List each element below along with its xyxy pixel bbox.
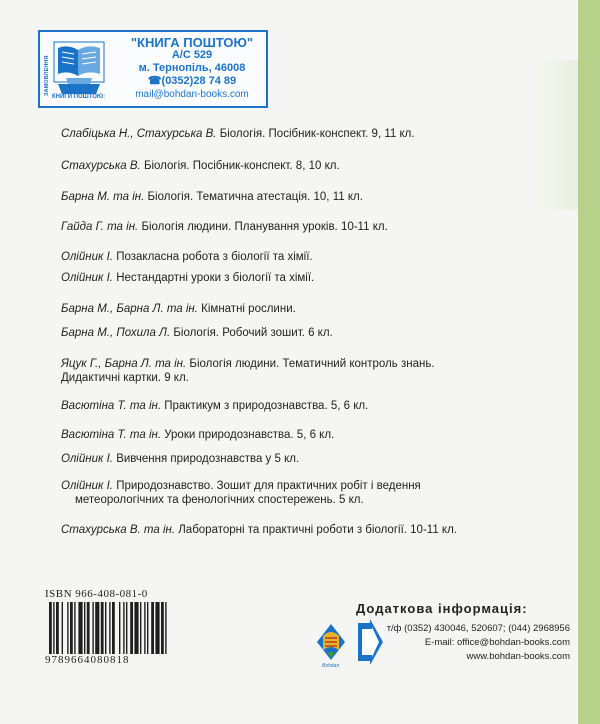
- info-email[interactable]: E-mail: office@bohdan-books.com: [424, 637, 570, 648]
- stamp-caption: КНИГИ ПОШТОЮ:: [52, 94, 106, 100]
- info-title: Додаткова інформація:: [356, 601, 528, 616]
- list-item: Олійник І. Нестандартні уроки з біології та хімії.: [61, 272, 315, 284]
- list-item: Васютіна Т. та ін. Уроки природознавства. 5, 6 кл.: [61, 429, 335, 441]
- barcode-bar: [105, 602, 106, 654]
- barcode-bar: [62, 602, 63, 654]
- info-phones: т/ф (0352) 430046, 520607; (044) 2968956: [386, 623, 570, 634]
- barcode-bar: [126, 602, 127, 654]
- books-icon: [44, 36, 106, 100]
- barcode-bar: [67, 602, 68, 654]
- barcode-bar: [130, 602, 133, 654]
- list-item: Яцук Г., Барна Л. та ін. Біологія людини. Тематичний контроль знань. Дидактичні картки. 9 кл.: [61, 358, 435, 384]
- stamp-email[interactable]: mail@bohdan-books.com: [135, 89, 249, 100]
- barcode-bar: [161, 602, 164, 654]
- isbn-number: ISBN 966-408-081-0: [45, 588, 148, 600]
- barcode-bar: [53, 602, 54, 654]
- barcode-bar: [49, 602, 52, 654]
- list-item: Стахурська В. Біологія. Посібник-конспект. 8, 10 кл.: [61, 160, 340, 172]
- barcode-bar: [155, 602, 159, 654]
- barcode-bar: [109, 602, 110, 654]
- stamp-vertical-text: ЗАМОВЛЕННЯ: [44, 55, 50, 96]
- barcode: [47, 602, 211, 654]
- barcode-bar: [140, 602, 141, 654]
- list-item: Барна М. та ін. Біологія. Тематична атестація. 10, 11 кл.: [61, 191, 363, 203]
- publisher-logo-caption: Bohdan: [322, 663, 340, 669]
- list-item: Олійник І. Вивчення природознавства у 5 кл.: [61, 453, 300, 465]
- list-item: Барна М., Похила Л. Біологія. Робочий зошит. 6 кл.: [61, 327, 333, 339]
- list-item: Барна М., Барна Л. та ін. Кімнатні рослини.: [61, 303, 296, 315]
- barcode-bar: [119, 602, 120, 654]
- barcode-bar: [78, 602, 82, 654]
- stamp-address: [122, 36, 262, 101]
- barcode-bar: [70, 602, 73, 654]
- barcode-bar: [92, 602, 93, 654]
- barcode-number: 9789664080818: [45, 654, 130, 666]
- barcode-bar: [147, 602, 148, 654]
- list-item: Гайда Г. та ін. Біологія людини. Планування уроків. 10-11 кл.: [61, 221, 388, 233]
- stamp-title: "КНИГА ПОШТОЮ": [130, 35, 254, 50]
- barcode-bar: [134, 602, 138, 654]
- barcode-bar: [165, 602, 166, 654]
- barcode-bar: [56, 602, 59, 654]
- barcode-bar: [123, 602, 124, 654]
- publisher-logo-icon: [315, 622, 347, 662]
- stamp-city: м. Тернопіль, 46008: [138, 62, 246, 74]
- green-edge-strip: [578, 0, 600, 724]
- list-item: Олійник І. Природознавство. Зошит для практичних робіт і ведення метеорологічних та фенологічних спостережень. 5 кл.: [61, 480, 421, 506]
- barcode-bar: [87, 602, 90, 654]
- info-web[interactable]: www.bohdan-books.com: [466, 651, 570, 662]
- barcode-bar: [112, 602, 115, 654]
- stamp-phone: ☎(0352)28 74 89: [147, 75, 237, 87]
- stamp-box: А/С 529: [171, 49, 213, 61]
- barcode-bar: [144, 602, 145, 654]
- barcode-bar: [74, 602, 75, 654]
- list-item: Слабіцька Н., Стахурська В. Біологія. Посібник-конспект. 9, 11 кл.: [61, 128, 415, 140]
- green-gradient-band: [536, 60, 582, 210]
- barcode-bar: [151, 602, 154, 654]
- mail-order-stamp: [38, 30, 268, 108]
- list-item: Васютіна Т. та ін. Практикум з природознавства. 5, 6 кл.: [61, 400, 369, 412]
- barcode-bar: [84, 602, 85, 654]
- list-item: Олійник І. Позакласна робота з біології та хімії.: [61, 251, 313, 263]
- barcode-bar: [101, 602, 104, 654]
- list-item: Стахурська В. та ін. Лабораторні та практичні роботи з біології. 10-11 кл.: [61, 524, 457, 536]
- barcode-bar: [95, 602, 99, 654]
- contact-info: [380, 622, 570, 664]
